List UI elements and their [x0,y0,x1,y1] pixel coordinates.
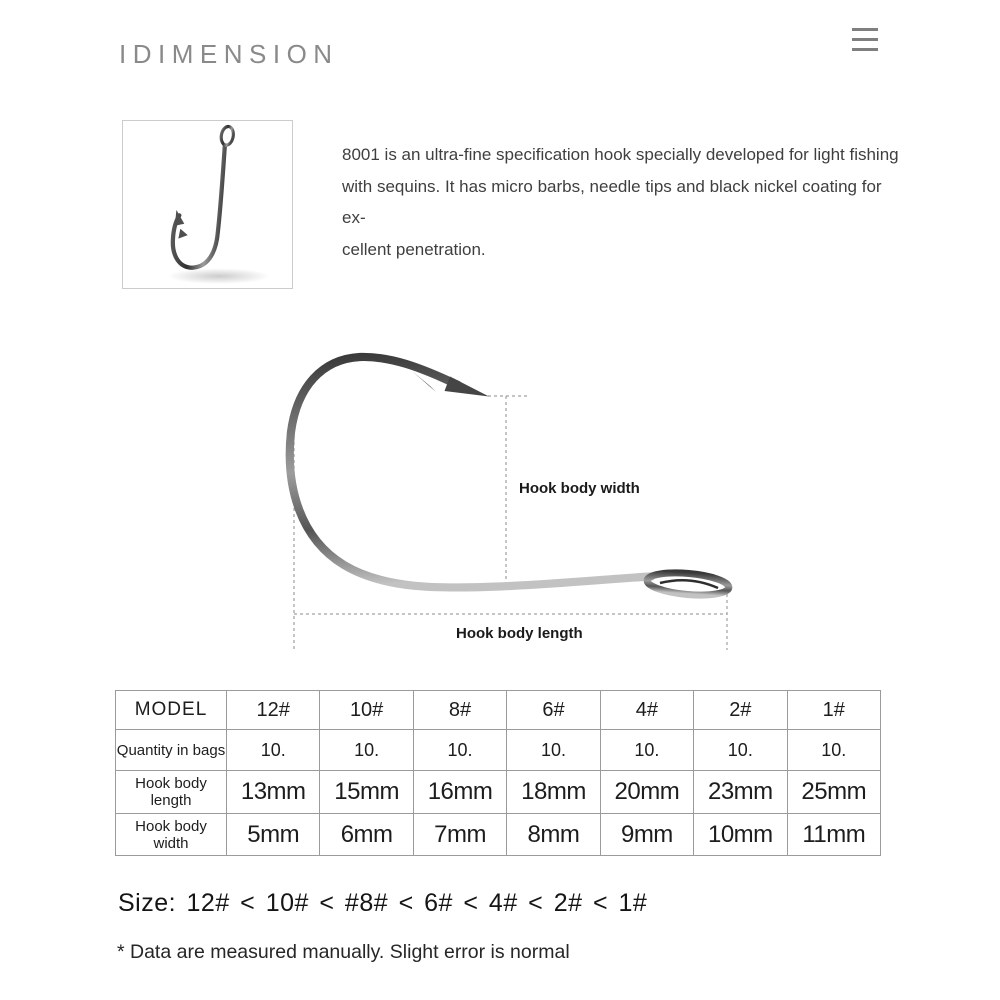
table-header-cell: MODEL [116,691,227,730]
table-header-cell: 12# [227,691,320,730]
hook-thumbnail-image [123,121,292,288]
table-cell: 18mm [507,771,600,814]
diagram-length-label: Hook body length [456,625,583,642]
footnote-text: * Data are measured manually. Slight error is normal [117,941,570,963]
table-cell: 20mm [600,771,693,814]
table-header-cell: 10# [320,691,413,730]
menu-bar [852,28,878,31]
table-cell: 5mm [227,814,320,856]
table-cell: 10. [507,730,600,771]
spec-table [115,690,881,856]
product-thumbnail[interactable] [122,120,293,289]
table-header-cell: 6# [507,691,600,730]
table-cell: 10. [600,730,693,771]
table-row-length [116,771,881,814]
diagram-width-label: Hook body width [519,480,640,497]
table-cell: 7mm [413,814,506,856]
menu-bar [852,38,878,41]
dimension-dashed-lines [294,396,727,650]
description-line: 8001 is an ultra-fine specification hook specially developed for light fishing [342,145,899,164]
table-cell: 10. [320,730,413,771]
table-row-width [116,814,881,856]
menu-bar [852,48,878,51]
table-cell: 10. [694,730,787,771]
table-row-quantity [116,730,881,771]
product-description [342,139,902,265]
brand-logo: IDIMENSION [119,39,339,69]
table-header-cell: 4# [600,691,693,730]
table-row-label: Hook body length [116,771,227,814]
table-cell: 8mm [507,814,600,856]
hamburger-menu-icon[interactable] [852,28,878,51]
size-order-text: Size: 12# < 10# < #8# < 6# < 4# < 2# < 1# [118,889,648,917]
table-cell: 10. [227,730,320,771]
table-header-cell: 2# [694,691,787,730]
table-row-label: Quantity in bags [116,730,227,771]
table-cell: 16mm [413,771,506,814]
table-cell: 10. [413,730,506,771]
table-header-cell: 1# [787,691,880,730]
description-line: with sequins. It has micro barbs, needle tips and black nickel coating for ex- [342,176,882,227]
table-header-cell: 8# [413,691,506,730]
hook-diagram-image [265,335,740,665]
table-cell: 13mm [227,771,320,814]
table-cell: 10mm [694,814,787,856]
table-cell: 25mm [787,771,880,814]
table-cell: 11mm [787,814,880,856]
table-cell: 23mm [694,771,787,814]
table-header-row [116,691,881,730]
table-cell: 15mm [320,771,413,814]
table-cell: 6mm [320,814,413,856]
description-line: cellent penetration. [342,239,486,259]
table-cell: 10. [787,730,880,771]
table-cell: 9mm [600,814,693,856]
table-row-label: Hook body width [116,814,227,856]
